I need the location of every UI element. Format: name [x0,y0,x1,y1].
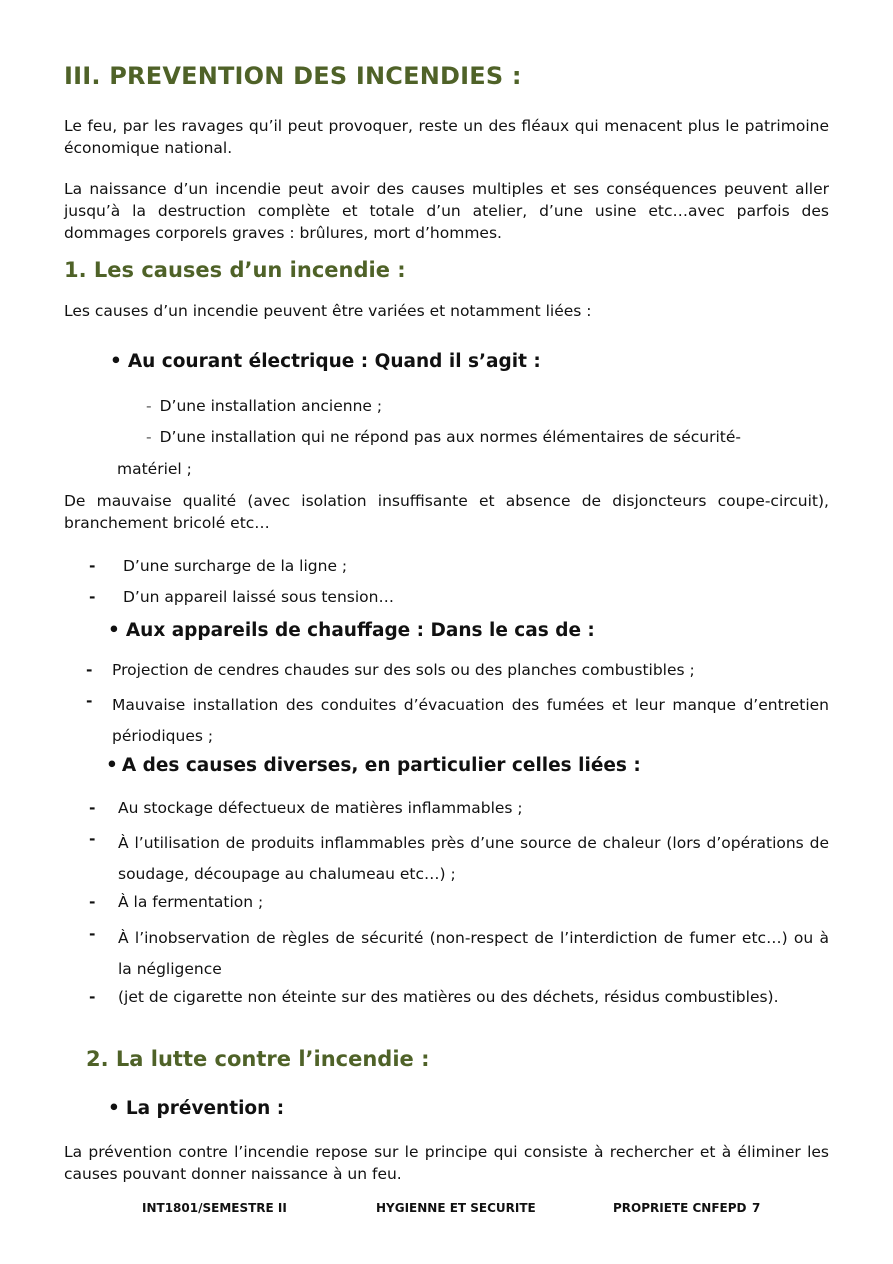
heating-heading [108,620,595,641]
bullet-icon: • [108,1098,120,1119]
list-item-text: D’une installation qui ne répond pas aux normes élémentaires de sécurité- [159,428,741,446]
dash-icon: - [89,893,96,911]
list-item: D’une surcharge de la ligne ; [123,557,348,575]
misc-heading-text: A des causes diverses, en particulier celles liées : [121,755,641,776]
heating-heading-text: Aux appareils de chauffage : Dans le cas de : [125,620,595,641]
list-item: Projection de cendres chaudes sur des sols ou des planches combustibles ; [112,661,695,679]
prevention-paragraph: La prévention contre l’incendie repose sur le principe qui consiste à rechercher et à éliminer les causes pouvant donner naissance à un feu. [64,1143,829,1183]
footer-left: INT1801/SEMESTRE II [142,1201,287,1215]
electrical-paragraph: De mauvaise qualité (avec isolation insuffisante et absence de disjoncteurs coupe-circuit), branchement bricolé etc… [64,492,829,532]
causes-intro: Les causes d’un incendie peuvent être variées et notamment liées : [64,302,592,320]
list-item: Mauvaise installation des conduites d’évacuation des fumées et leur manque d’entretien périodiques ; [112,696,829,745]
intro-paragraph-2: La naissance d’un incendie peut avoir des causes multiples et ses conséquences peuvent aller jusqu’à la destruction complète et totale d’un atelier, d’une usine etc…avec parfois des dommages corporels graves : brûlures, mort d’hommes. [64,180,829,242]
page-number: 7 [752,1201,761,1215]
dash-icon: - [89,925,96,943]
section-title: III. PREVENTION DES INCENDIES : [64,62,522,90]
list-item: D’un appareil laissé sous tension… [123,588,394,606]
prevention-heading [108,1098,284,1119]
fight-heading: 2. La lutte contre l’incendie : [86,1047,430,1071]
causes-heading: 1. Les causes d’un incendie : [64,258,406,282]
dash-icon: - [89,588,96,606]
list-item: Au stockage défectueux de matières inflammables ; [118,799,523,817]
list-continuation: matériel ; [117,460,192,478]
dash-icon: - [89,557,96,575]
list-item: À l’inobservation de règles de sécurité (non-respect de l’interdiction de fumer etc…) ou à la négligence [118,929,829,978]
list-item-text: D’une installation ancienne ; [159,397,383,415]
footer-right: PROPRIETE CNFEPD [613,1201,747,1215]
bullet-icon: • [106,755,118,776]
intro-paragraph-1: Le feu, par les ravages qu’il peut provoquer, reste un des fléaux qui menacent plus le patrimoine économique national. [64,117,829,157]
dash-icon: - [146,428,152,446]
dash-icon: - [89,988,96,1006]
dash-icon: - [146,397,152,415]
list-item [146,395,382,417]
bullet-icon: • [108,620,120,641]
list-item [146,426,741,448]
dash-icon: - [89,830,96,848]
electrical-heading-text: Au courant électrique : Quand il s’agit : [127,351,541,372]
footer-center: HYGIENNE ET SECURITE [376,1201,536,1215]
prevention-heading-text: La prévention : [125,1098,285,1119]
dash-icon: - [86,692,93,710]
misc-heading [106,755,641,776]
dash-icon: - [86,661,93,679]
list-item: À l’utilisation de produits inflammables près d’une source de chaleur (lors d’opérations de soudage, découpage au chalumeau etc…) ; [118,834,829,883]
list-item: (jet de cigarette non éteinte sur des matières ou des déchets, résidus combustibles). [118,988,779,1006]
list-item: À la fermentation ; [118,893,264,911]
bullet-icon: • [110,351,122,372]
dash-icon: - [89,799,96,817]
electrical-heading [110,351,541,372]
